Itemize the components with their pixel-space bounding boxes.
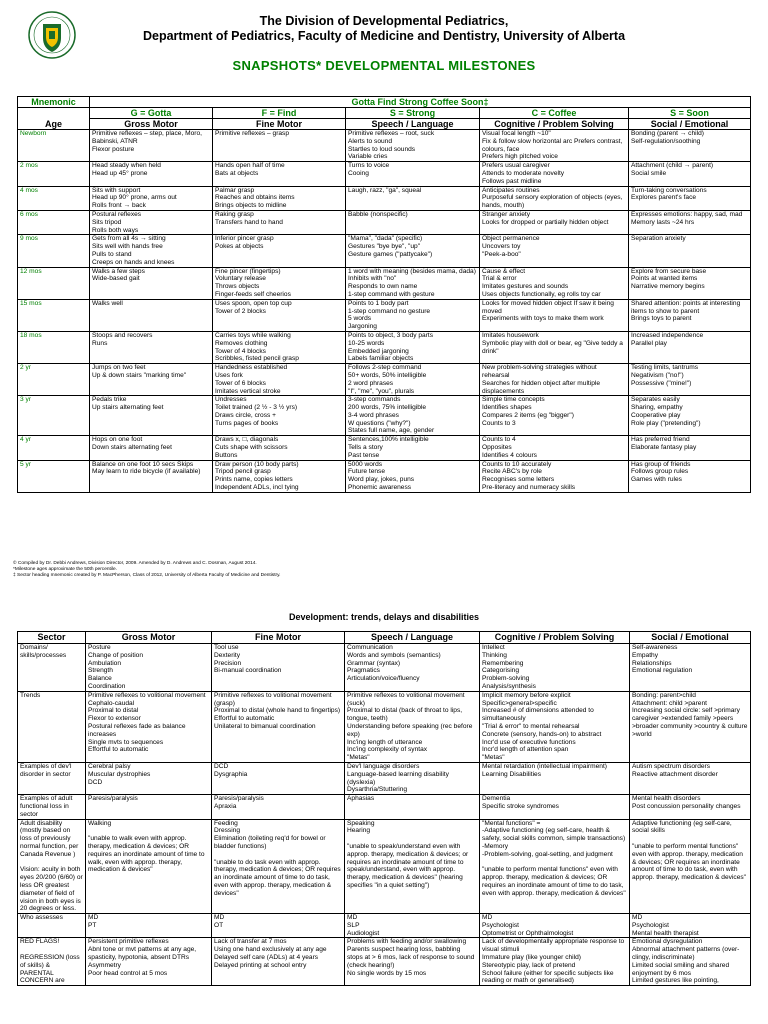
trends-row — [18, 914, 751, 938]
sector-label: Domains/ skills/processes — [18, 644, 86, 692]
trends-header: Sector — [18, 632, 86, 644]
trends-cell: Lack of developmentally appropriate response to visual stimuli Immature play (like younger child) Stereotypic play, lack of pretend School failure (either for specific subjects like reading or math or generalised) — [480, 938, 630, 986]
trends-cell: Autism spectrum disorders Reactive attachment disorder — [630, 762, 751, 794]
milestone-cell-gross-motor: Balance on one foot 10 secs Skips May learn to ride bicycle (if available) — [90, 460, 213, 492]
trends-cell: Problems with feeding and/or swallowing Parents suspect hearing loss, babbling stops at > 6 mos, lack of response to sound (check hearing!) No single words by 15 mos — [345, 938, 480, 986]
trends-row — [18, 762, 751, 794]
milestone-cell-fine-motor: Primitive reflexes – grasp — [213, 130, 346, 162]
trends-header: Gross Motor — [86, 632, 212, 644]
milestone-cell-speech-language: Laugh, razz, "ga", squeal — [346, 186, 480, 210]
trends-cell: MD OT — [212, 914, 345, 938]
milestone-cell-social-emotional: Bonding (parent → child) Self-regulation/soothing — [629, 130, 751, 162]
trends-row — [18, 819, 751, 914]
milestone-cell-fine-motor: Hands open half of time Bats at objects — [213, 162, 346, 186]
category-gross-motor: Gross Motor — [90, 119, 213, 130]
trends-header: Speech / Language — [345, 632, 480, 644]
milestone-cell-social-emotional: Separation anxiety — [629, 235, 751, 267]
age-cell: 15 mos — [18, 299, 90, 331]
milestone-cell-gross-motor: Postural reflexes Sits tripod Rolls both ways — [90, 210, 213, 234]
milestone-cell-cognitive: Anticipates routines Purposeful sensory exploration of objects (eyes, hands, mouth) — [480, 186, 629, 210]
sector-label: Adult disability (mostly based on loss of previously normal function, per Canada Revenue ) Vision: acuity in both eyes 20/200 (6/60) or less OR greatest diameter of field of vision in both eyes is 20 degrees or less. — [18, 819, 86, 914]
milestone-cell-cognitive: Imitates housework Symbolic play with doll or bear, eg "Give teddy a drink" — [480, 331, 629, 363]
milestone-cell-gross-motor: Head steady when held Head up 45° prone — [90, 162, 213, 186]
age-cell: 5 yr — [18, 460, 90, 492]
letter-s1: S = Strong — [346, 108, 480, 119]
division-title: The Division of Developmental Pediatrics, — [259, 14, 509, 28]
category-social: Social / Emotional — [629, 119, 751, 130]
milestone-cell-speech-language: 1 word with meaning (besides mama, dada) Inhibits with "no" Responds to own name 1-step command with gesture — [346, 267, 480, 299]
milestone-cell-speech-language: Sentences,100% intelligible Tells a story Past tense — [346, 436, 480, 460]
milestone-cell-gross-motor: Gets from all 4s → sitting Sits well with hands free Pulls to stand Creeps on hands and knees — [90, 235, 213, 267]
trends-cell: MD Psychologist Mental health therapist — [630, 914, 751, 938]
milestone-row — [18, 460, 751, 492]
trends-cell: MD SLP Audiologist — [345, 914, 480, 938]
age-cell: 6 mos — [18, 210, 90, 234]
milestone-cell-social-emotional: Has preferred friend Elaborate fantasy play — [629, 436, 751, 460]
milestone-cell-speech-language: Follows 2-step command 50+ words, 50% intelligible 2 word phrases "I", "me", "you", plurals — [346, 364, 480, 396]
milestone-row — [18, 396, 751, 436]
trends-cell: Adaptive functioning (eg self-care, social skills "unable to perform mental functions" even with approp. therapy, medication & devices; OR requires an inordinate amount of time to do task, even with approp. therapy, medication & devices" — [630, 819, 751, 914]
milestone-cell-cognitive: Simple time concepts Identifies shapes Compares 2 items (eg "bigger") Counts to 3 — [480, 396, 629, 436]
trends-row — [18, 644, 751, 692]
trends-cell: Primitive reflexes to volitional movement Cephalo-caudal Proximal to distal Flexor to extensor Postural reflexes fade as balance increases Single mvts to sequences Effortful to automatic — [86, 691, 212, 762]
milestone-row — [18, 299, 751, 331]
trends-cell: Speaking Hearing "unable to speak/understand even with approp. therapy, medication & devices; or requires an inordinate amount of time to speak/understand, even with approp. therapy, medication & devices" (hearing specifies "in a quiet setting") — [345, 819, 480, 914]
trends-cell: DCD Dysgraphia — [212, 762, 345, 794]
footnote: © Compiled by Dr. Debbi Andrews, Division Director, 2009. Amended by D. Andrews and C. Dosman, August 2014. — [13, 561, 257, 566]
milestone-cell-cognitive: New problem-solving strategies without rehearsal Searches for hidden object after multiple displacements — [480, 364, 629, 396]
mnemonic-label: Mnemonic — [18, 97, 90, 108]
footnote: ‡ Sector heading mnemonic created by P. MacPherson, Class of 2012, University of Alberta Faculty of Medicine and Dentistry. — [13, 573, 281, 578]
category-speech-language: Speech / Language — [346, 119, 480, 130]
department-title: Department of Pediatrics, Faculty of Medicine and Dentistry, University of Alberta — [142, 29, 626, 43]
trends-cell: Implicit memory before explicit Specific>general>specific Increased # of dimensions attended to simultaneously "Trial & error" to mental rehearsal Concrete (sensory, hands-on) to abstract Incr'd use of executive functions Incr'd length of attention span "Metas" — [480, 691, 630, 762]
milestone-cell-social-emotional: Expresses emotions: happy, sad, mad Memory lasts ~24 hrs — [629, 210, 751, 234]
trends-cell: Paresis/paralysis — [86, 795, 212, 819]
milestone-cell-speech-language: 3-step commands 200 words, 75% intelligible 3-4 word phrases W questions ("why?") States full name, age, gender — [346, 396, 480, 436]
age-cell: 2 yr — [18, 364, 90, 396]
trends-cell: MD PT — [86, 914, 212, 938]
trends-table — [17, 631, 751, 986]
letter-f: F = Find — [213, 108, 346, 119]
milestone-row — [18, 130, 751, 162]
age-cell: 9 mos — [18, 235, 90, 267]
age-cell: 3 yr — [18, 396, 90, 436]
trends-cell: MD Psychologist Optometrist or Ophthalmologist — [480, 914, 630, 938]
milestone-cell-cognitive: Object permanence Uncovers toy "Peek-a-boo" — [480, 235, 629, 267]
trends-cell: Dementia Specific stroke syndromes — [480, 795, 630, 819]
milestone-cell-cognitive: Cause & effect Trial & error Imitates gestures and sounds Uses objects functionally, eg rolls toy car — [480, 267, 629, 299]
milestone-cell-speech-language: Babble (nonspecific) — [346, 210, 480, 234]
trends-cell: Primitive reflexes to volitional movement (grasp) Proximal to distal (whole hand to fingertips) Effortful to automatic Unilateral to bimanual coordination — [212, 691, 345, 762]
trends-cell: Lack of transfer at 7 mos Using one hand exclusively at any age Delayed self care (ADLs) at 4 years Delayed printing at school entry — [212, 938, 345, 986]
milestone-cell-social-emotional: Turn-taking conversations Explores parent's face — [629, 186, 751, 210]
trends-cell: Posture Change of position Ambulation Strength Balance Coordination — [86, 644, 212, 692]
milestone-row — [18, 267, 751, 299]
milestone-cell-social-emotional: Testing limits, tantrums Negativism ("no!") Possessive ("mine!") — [629, 364, 751, 396]
age-cell: 18 mos — [18, 331, 90, 363]
trends-cell: Tool use Dexterity Precision Bi-manual coordination — [212, 644, 345, 692]
milestone-cell-fine-motor: Fine pincer (fingertips) Voluntary release Throws objects Finger-feeds self cheerios — [213, 267, 346, 299]
letter-c: C = Coffee — [480, 108, 629, 119]
trends-header: Cognitive / Problem Solving — [480, 632, 630, 644]
age-header: Age — [18, 108, 90, 130]
age-cell: 4 mos — [18, 186, 90, 210]
milestone-cell-cognitive: Visual focal length ~10" Fix & follow slow horizontal arc Prefers contrast, colours, face Prefers high pitched voice — [480, 130, 629, 162]
trends-row — [18, 795, 751, 819]
milestone-row — [18, 436, 751, 460]
milestone-cell-gross-motor: Walks a few steps Wide-based gait — [90, 267, 213, 299]
milestone-cell-fine-motor: Undresses Toilet trained (2 ½ - 3 ½ yrs) Draws circle, cross + Turns pages of books — [213, 396, 346, 436]
milestone-cell-gross-motor: Stoops and recovers Runs — [90, 331, 213, 363]
trends-cell: Emotional dysregulation Abnormal attachment patterns (over-clingy, indiscriminate) Limited social smiling and shared enjoyment by 6 mos Limited gestures like pointing, — [630, 938, 751, 986]
trends-cell: Dev'l language disorders Language-based learning disability (dyslexia) Dysarthria/Stuttering — [345, 762, 480, 794]
milestone-cell-cognitive: Prefers usual caregiver Attends to moderate novelty Follows past midline — [480, 162, 629, 186]
milestone-cell-fine-motor: Raking grasp Transfers hand to hand — [213, 210, 346, 234]
trends-cell: Bonding: parent>child Attachment: child >parent Increasing social circle: self >primary caregiver >extended family >peers >broader community >country & culture >world — [630, 691, 751, 762]
milestone-cell-gross-motor: Pedals trike Up stairs alternating feet — [90, 396, 213, 436]
trends-cell: Aphasias — [345, 795, 480, 819]
trends-cell: Persistent primitive reflexes Abnl tone or mvt patterns at any age, spasticity, hypotonia, absent DTRs Asymmetry Poor head control at 5 mos — [86, 938, 212, 986]
trends-cell: Walking "unable to walk even with approp. therapy, medication & devices; OR requires an inordinate amount of time to walk, even with approp. therapy, medication & devices" — [86, 819, 212, 914]
milestone-cell-social-emotional: Explore from secure base Points at wanted items Narrative memory begins — [629, 267, 751, 299]
milestone-cell-fine-motor: Inferior pincer grasp Pokes at objects — [213, 235, 346, 267]
page-title: SNAPSHOTS* DEVELOPMENTAL MILESTONES — [232, 58, 536, 73]
milestone-cell-gross-motor: Sits with support Head up 90° prone, arms out Rolls front → back — [90, 186, 213, 210]
milestones-table — [17, 96, 751, 493]
trends-row — [18, 691, 751, 762]
trends-cell: Communication Words and symbols (semantics) Grammar (syntax) Pragmatics Articulation/voice/fluency — [345, 644, 480, 692]
milestone-cell-speech-language: 5000 words Future tense Word play, jokes, puns Phonemic awareness — [346, 460, 480, 492]
milestone-cell-speech-language: Primitive reflexes – root, suck Alerts to sound Startles to loud sounds Variable cries — [346, 130, 480, 162]
milestone-cell-fine-motor: Palmar grasp Reaches and obtains items Brings objects to midline — [213, 186, 346, 210]
milestone-cell-fine-motor: Draws x, □, diagonals Cuts shape with scissors Buttons — [213, 436, 346, 460]
trends-cell: Mental health disorders Post concussion personality changes — [630, 795, 751, 819]
milestone-cell-speech-language: Points to object, 3 body parts 10-25 words Embedded jargoning Labels familiar objects — [346, 331, 480, 363]
trends-cell: Feeding Dressing Elimination (toileting req'd for bowel or bladder functions) "unable to do task even with approp. therapy, medication & devices; OR requires an inordinate amount of time to do task, even with approp. therapy, medication & devices" — [212, 819, 345, 914]
milestone-cell-gross-motor: Hops on one foot Down stairs alternating feet — [90, 436, 213, 460]
milestone-cell-gross-motor: Primitive reflexes – step, place, Moro, Babinski, ATNR Flexor posture — [90, 130, 213, 162]
trends-cell: Paresis/paralysis Apraxia — [212, 795, 345, 819]
age-cell: 2 mos — [18, 162, 90, 186]
sector-label: RED FLAGS! REGRESSION (loss of skills) & PARENTAL CONCERN are — [18, 938, 86, 986]
trends-header: Social / Emotional — [630, 632, 751, 644]
age-cell: Newborn — [18, 130, 90, 162]
milestone-row — [18, 364, 751, 396]
milestone-row — [18, 162, 751, 186]
letter-g: G = Gotta — [90, 108, 213, 119]
milestone-cell-social-emotional: Has group of friends Follows group rules Games with rules — [629, 460, 751, 492]
milestone-cell-cognitive: Looks for moved hidden object If saw it being moved Experiments with toys to make them work — [480, 299, 629, 331]
sector-label: Who assesses — [18, 914, 86, 938]
milestone-cell-fine-motor: Draw person (10 body parts) Tripod pencil grasp Prints name, copies letters Independent ADLs, incl tying — [213, 460, 346, 492]
trends-cell: Self-awareness Empathy Relationships Emotional regulation — [630, 644, 751, 692]
milestone-cell-cognitive: Counts to 10 accurately Recite ABC's by role Recognises some letters Pre-literacy and numeracy skills — [480, 460, 629, 492]
milestone-cell-cognitive: Counts to 4 Opposites Identifies 4 colours — [480, 436, 629, 460]
milestone-row — [18, 186, 751, 210]
milestone-cell-social-emotional: Separates easily Sharing, empathy Cooperative play Role play ("pretending") — [629, 396, 751, 436]
trends-section-title: Development: trends, delays and disabilities — [288, 612, 480, 622]
age-cell: 4 yr — [18, 436, 90, 460]
milestone-cell-fine-motor: Uses spoon, open top cup Tower of 2 blocks — [213, 299, 346, 331]
milestone-cell-gross-motor: Walks well — [90, 299, 213, 331]
milestone-cell-fine-motor: Handedness established Uses fork Tower of 6 blocks Imitates vertical stroke — [213, 364, 346, 396]
milestone-cell-speech-language: "Mama", "dada" (specific) Gestures "bye bye", "up" Gesture games ("pattycake") — [346, 235, 480, 267]
trends-cell: Primitive reflexes to volitional movement (suck) Proximal to distal (back of throat to lips, tongue, teeth) Understanding before speaking (rec before exp) Inc'ing length of utterance Inc'ing complexity of syntax "Metas" — [345, 691, 480, 762]
milestone-cell-social-emotional: Increased independence Parallel play — [629, 331, 751, 363]
category-fine-motor: Fine Motor — [213, 119, 346, 130]
milestone-cell-fine-motor: Carries toys while walking Removes clothing Tower of 4 blocks Scribbles, fisted pencil grasp — [213, 331, 346, 363]
trends-header: Fine Motor — [212, 632, 345, 644]
sector-label: Examples of dev'l disorder in sector — [18, 762, 86, 794]
milestone-row — [18, 235, 751, 267]
age-cell: 12 mos — [18, 267, 90, 299]
trends-cell: Mental retardation (intellectual impairment) Learning Disabilities — [480, 762, 630, 794]
milestone-row — [18, 331, 751, 363]
milestone-cell-gross-motor: Jumps on two feet Up & down stairs "marking time" — [90, 364, 213, 396]
milestone-cell-speech-language: Turns to voice Cooing — [346, 162, 480, 186]
letter-s2: S = Soon — [629, 108, 751, 119]
trends-row — [18, 938, 751, 986]
milestone-row — [18, 210, 751, 234]
footnote: *Milestone ages approximate the 50th percentile. — [13, 567, 117, 572]
category-cognitive: Cognitive / Problem Solving — [480, 119, 629, 130]
sector-label: Trends — [18, 691, 86, 762]
mnemonic-text: Gotta Find Strong Coffee Soon‡ — [90, 97, 751, 108]
trends-cell: Intellect Thinking Remembering Categorising Problem-solving Analysis/synthesis — [480, 644, 630, 692]
milestone-cell-cognitive: Stranger anxiety Looks for dropped or partially hidden object — [480, 210, 629, 234]
milestone-cell-social-emotional: Shared attention: points at interesting items to show to parent Brings toys to parent — [629, 299, 751, 331]
trends-cell: "Mental functions" = -Adaptive functioning (eg self-care, health & safety, social skills common, simple transactions) -Memory -Problem-solving, goal-setting, and judgment "unable to perform mental functions" even with approp. therapy, medication & devices; OR requires an inordinate amount of time to do task, even with approp. therapy, medication & devices" — [480, 819, 630, 914]
trends-cell: Cerebral palsy Muscular dystrophies DCD — [86, 762, 212, 794]
footnotes — [13, 561, 281, 579]
milestone-cell-social-emotional: Attachment (child → parent) Social smile — [629, 162, 751, 186]
milestone-cell-speech-language: Points to 1 body part 1-step command no gesture 5 words Jargoning — [346, 299, 480, 331]
sector-label: Examples of adult functional loss in sector — [18, 795, 86, 819]
